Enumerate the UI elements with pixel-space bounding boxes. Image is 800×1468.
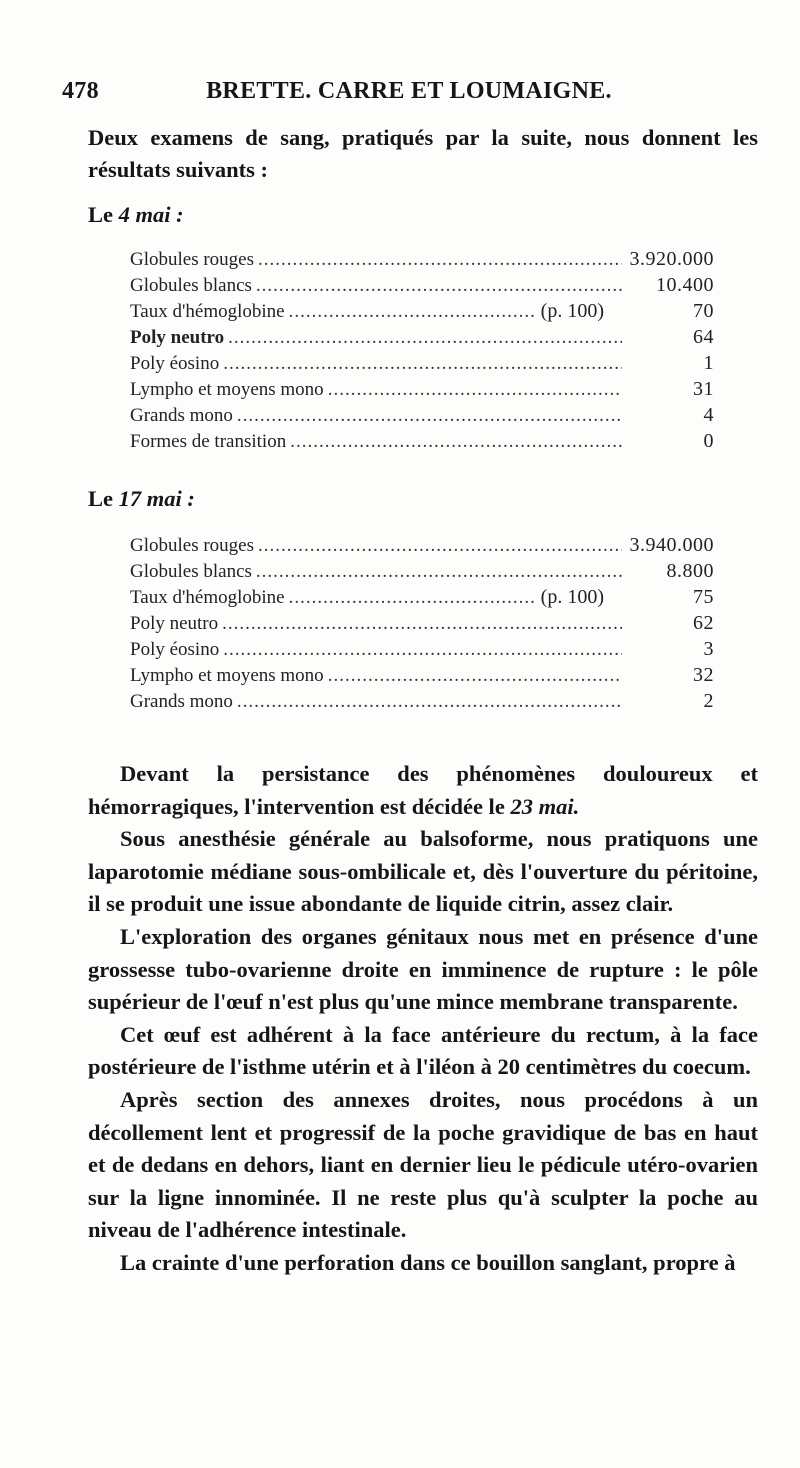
- row-value: 10.400: [656, 274, 714, 296]
- row-label: Formes de transition: [130, 431, 287, 452]
- table-row: [130, 272, 714, 298]
- exam2-table: [130, 532, 714, 714]
- row-label: Lympho et moyens mono: [130, 665, 324, 686]
- running-title: BRETTE. CARRE ET LOUMAIGNE.: [206, 78, 612, 104]
- row-value: 3.940.000: [629, 534, 714, 556]
- row-value: 70: [693, 300, 714, 322]
- table-row: [130, 662, 714, 688]
- row-label: Poly neutro: [130, 613, 219, 634]
- row-label: Grands mono: [130, 405, 233, 426]
- row-value: 62: [693, 612, 714, 634]
- body-paragraph-1: [88, 758, 758, 823]
- body-paragraph-2: Sous anesthésie générale au balsoforme, nous pratiquons une laparotomie médiane sous-ombilicale et, dès l'ouverture du péritoine, il se produit une issue abondante de liquide citrin, assez clair.: [88, 826, 758, 917]
- exam1-date-label: [88, 202, 184, 228]
- table-row: [130, 636, 714, 662]
- table-row: [130, 376, 714, 402]
- row-label: Lympho et moyens mono: [130, 379, 324, 400]
- exam2-date-label: [88, 486, 195, 512]
- table-row: [130, 688, 714, 714]
- body-paragraph-6: La crainte d'une perforation dans ce bouillon sanglant, propre à: [120, 1249, 736, 1275]
- p1-date: 23 mai.: [510, 793, 580, 819]
- row-unit: (p. 100): [540, 300, 604, 322]
- row-label: Taux d'hémoglobine: [130, 587, 285, 608]
- row-label: Globules blancs: [130, 561, 252, 582]
- body-paragraph-3: L'exploration des organes génitaux nous met en présence d'une grossesse tubo-ovarienne droite en imminence de rupture : le pôle supérieur de l'œuf n'est plus qu'une mince membrane transparente.: [88, 923, 758, 1015]
- exam1-date-prefix: Le: [88, 202, 113, 227]
- row-label: Globules blancs: [130, 275, 252, 296]
- leader-dots: [228, 325, 622, 351]
- row-label: Grands mono: [130, 691, 233, 712]
- intro-text: Deux examens de sang, pratiqués par la suite, nous donnent les résultats suivants :: [88, 125, 758, 182]
- body-paragraph-5: Après section des annexes droites, nous procédons à un décollement lent et progressif de la poche gravidique de bas en haut et de dedans en dehors, liant en dernier lieu le pédicule utéro-ovarien sur la ligne innominée. Il ne reste plus qu'à sculpter la poche au niveau de l'adhérence intestinale.: [88, 1086, 758, 1243]
- table-row: [130, 532, 714, 558]
- table-row: [130, 324, 714, 350]
- page-number: 478: [62, 78, 99, 104]
- table-row: [130, 402, 714, 428]
- exam1-date: 4 mai :: [118, 202, 184, 227]
- body-text: [88, 758, 758, 1280]
- p1-text: Devant la persistance des phénomènes douloureux et hémorragiques, l'intervention est décidée le: [88, 761, 758, 819]
- leader-dots: [290, 429, 622, 455]
- row-value: 2: [703, 690, 714, 712]
- exam1-table: [130, 246, 714, 454]
- leader-dots: [289, 585, 537, 611]
- table-row: [130, 558, 714, 584]
- leader-dots: [237, 689, 622, 715]
- row-value: 75: [693, 586, 714, 608]
- leader-dots: [258, 247, 622, 273]
- table-row: [130, 298, 714, 324]
- leader-dots: [223, 637, 622, 663]
- row-value: 1: [703, 352, 714, 374]
- table-row: [130, 428, 714, 454]
- row-label: Taux d'hémoglobine: [130, 301, 285, 322]
- row-label: Globules rouges: [130, 249, 255, 270]
- leader-dots: [258, 533, 622, 559]
- row-value: 3: [703, 638, 714, 660]
- exam2-date: 17 mai :: [118, 486, 195, 511]
- page-header: [62, 78, 756, 118]
- table-row: [130, 350, 714, 376]
- row-unit: (p. 100): [540, 586, 604, 608]
- leader-dots: [328, 663, 622, 689]
- leader-dots: [237, 403, 622, 429]
- row-label: Poly éosino: [130, 639, 220, 660]
- row-value: 4: [703, 404, 714, 426]
- leader-dots: [289, 299, 537, 325]
- leader-dots: [223, 351, 622, 377]
- leader-dots: [256, 559, 622, 585]
- row-value: 0: [703, 430, 714, 452]
- intro-paragraph: [88, 122, 758, 186]
- table-row: [130, 584, 714, 610]
- table-row: [130, 610, 714, 636]
- row-value: 3.920.000: [629, 248, 714, 270]
- leader-dots: [256, 273, 622, 299]
- leader-dots: [222, 611, 622, 637]
- body-paragraph-4: Cet œuf est adhérent à la face antérieure du rectum, à la face postérieure de l'isthme utérin et à l'iléon à 20 centimètres du coecum.: [88, 1021, 758, 1080]
- row-value: 64: [693, 326, 714, 348]
- exam2-date-prefix: Le: [88, 486, 113, 511]
- row-value: 32: [693, 664, 714, 686]
- row-label: Globules rouges: [130, 535, 255, 556]
- row-value: 8.800: [666, 560, 714, 582]
- row-value: 31: [693, 378, 714, 400]
- row-label: Poly éosino: [130, 353, 220, 374]
- leader-dots: [328, 377, 622, 403]
- table-row: [130, 246, 714, 272]
- row-label: Poly neutro: [130, 327, 225, 348]
